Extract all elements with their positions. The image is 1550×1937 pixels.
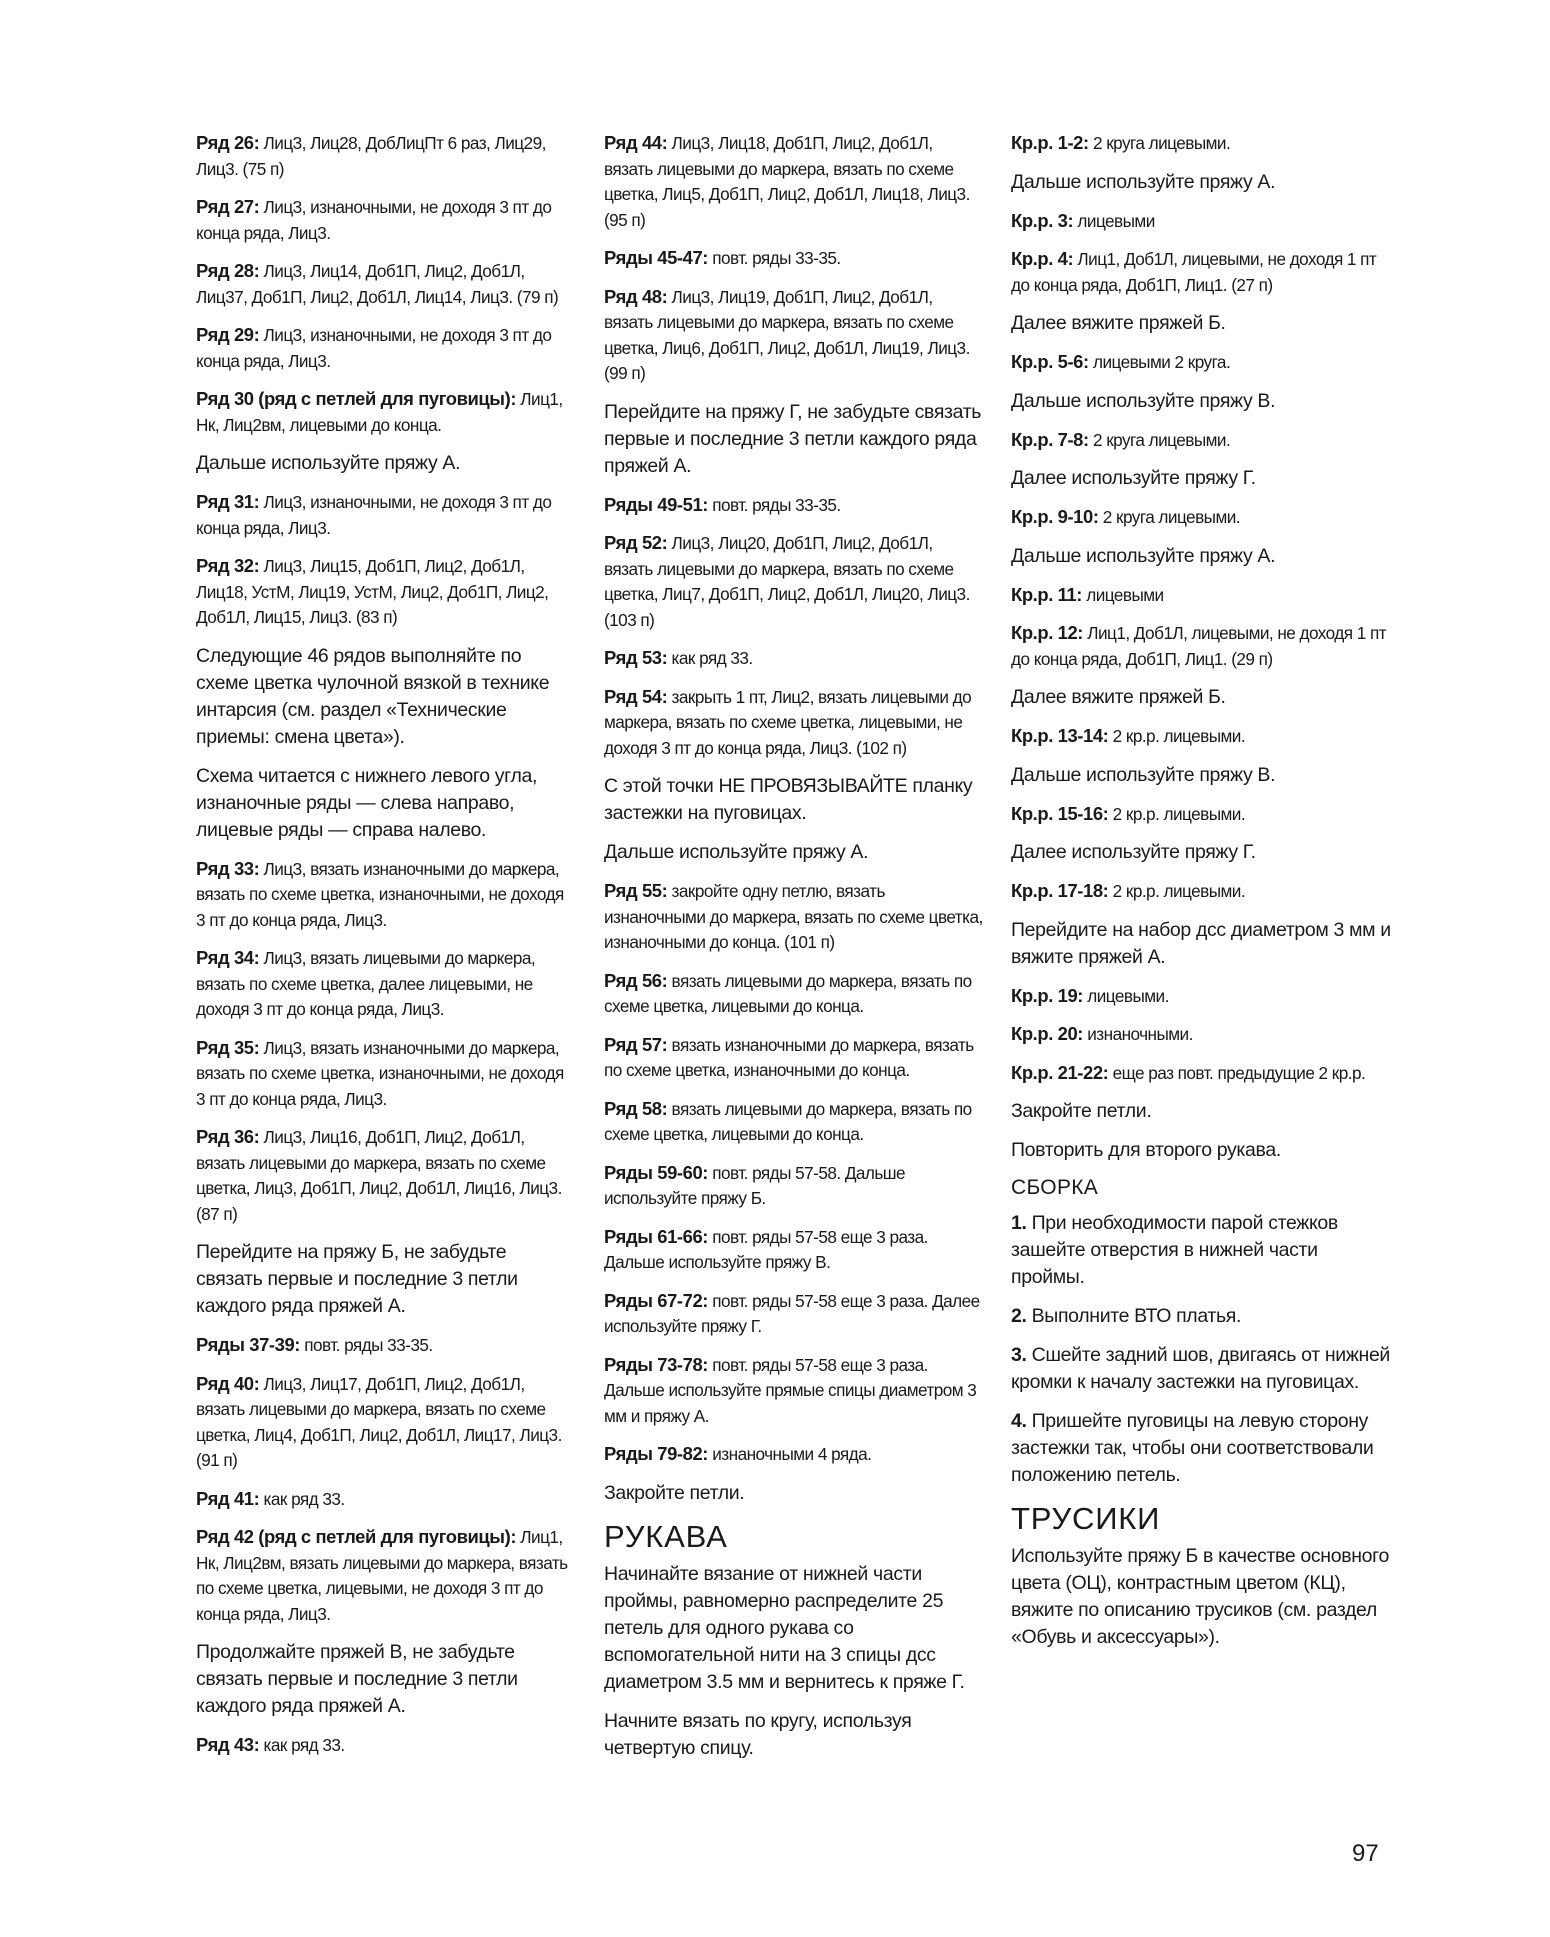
instruction-row <box>604 284 984 387</box>
row-label: Ряды 67-72: <box>604 1289 709 1311</box>
row-label: Ряд 32: <box>196 555 260 576</box>
text-paragraph <box>196 1239 568 1320</box>
row-text: Далее вяжите пряжей Б. <box>1011 312 1226 334</box>
row-label: Кр.р. 11: <box>1011 583 1082 605</box>
text-paragraph <box>604 1708 984 1762</box>
instruction-row <box>196 194 568 246</box>
row-text: Продолжайте пряжей В, не забудьте связать первые и последние 3 петли каждого ряда пряжей А. <box>196 1641 518 1717</box>
instruction-row <box>196 1035 568 1113</box>
row-text: Лиц3, вязать изнаночными до маркера, вязать по схеме цветка, изнаночными, не доходя 3 пт до конца ряда, Лиц3. <box>196 1037 564 1109</box>
text-paragraph <box>196 450 568 477</box>
instruction-row <box>604 1096 984 1148</box>
row-label: Кр.р. 15-16: <box>1011 802 1109 824</box>
instruction-row <box>604 1224 984 1276</box>
row-label: Кр.р. 17-18: <box>1011 880 1109 901</box>
row-label: Ряд 43: <box>196 1734 260 1755</box>
row-text: 2 круга лицевыми. <box>1088 133 1231 153</box>
text-paragraph <box>1011 762 1391 789</box>
row-text: Лиц3, вязать изнаночными до маркера, вязать по схеме цветка, изнаночными, не доходя 3 пт до конца ряда, Лиц3. <box>196 858 564 930</box>
row-text: Пришейте пуговицы на левую сторону застежки так, чтобы они соответствовали положению петель. <box>1011 1410 1374 1486</box>
row-text: Схема читается с нижнего левого угла, изнаночные ряды — слева направо, лицевые ряды — справа налево. <box>196 764 538 841</box>
row-label: Кр.р. 13-14: <box>1011 725 1109 746</box>
instruction-row <box>196 553 568 631</box>
instruction-row <box>604 130 984 233</box>
row-text: Перейдите на пряжу Б, не забудьте связать первые и последние 3 петли каждого ряда пряжей А. <box>196 1241 518 1317</box>
row-label: Ряд 35: <box>196 1036 260 1058</box>
row-text: Дальше используйте пряжу В. <box>1011 389 1276 412</box>
instruction-row <box>604 878 984 956</box>
row-text: Лиц1, Доб1Л, лицевыми, не доходя 1 пт до конца ряда, Доб1П, Лиц1. (29 п) <box>1011 623 1387 669</box>
row-text: Лиц3, Лиц17, Доб1П, Лиц2, Доб1Л, вязать лицевыми до маркера, вязать по схеме цветка, Лиц4, Доб1П, Лиц2, Доб1Л, Лиц17, Лиц3. (91 п) <box>196 1373 562 1470</box>
row-text: лицевыми <box>1073 210 1155 231</box>
row-text: вязать изнаночными до маркера, вязать по схеме цветка, изнаночными до конца. <box>604 1034 974 1080</box>
row-text: еще раз повт. предыдущие 2 кр.р. <box>1108 1062 1366 1083</box>
instruction-row <box>1011 878 1391 905</box>
row-label: Кр.р. 20: <box>1011 1023 1084 1044</box>
row-label: Ряд 31: <box>196 491 260 512</box>
instruction-row <box>604 492 984 519</box>
instruction-row <box>1011 723 1391 750</box>
instruction-row <box>604 1160 984 1212</box>
row-text: Лиц3, Лиц28, ДобЛицПт 6 раз, Лиц29, Лиц3. (75 п) <box>196 133 546 179</box>
instruction-row <box>604 1352 984 1430</box>
row-label: 4. <box>1011 1410 1027 1432</box>
text-paragraph <box>604 1480 984 1507</box>
row-text: Закройте петли. <box>604 1481 745 1504</box>
row-label: Ряд 27: <box>196 196 260 217</box>
row-label: Ряды 79-82: <box>604 1443 709 1464</box>
instruction-row <box>604 1288 984 1340</box>
row-label: Ряд 33: <box>196 857 260 879</box>
row-text: Лиц3, изнаночными, не доходя 3 пт до конца ряда, Лиц3. <box>196 492 552 538</box>
row-label: Кр.р. 7-8: <box>1011 428 1089 450</box>
row-label: 2. <box>1011 1305 1027 1327</box>
row-text: как ряд 33. <box>259 1488 345 1509</box>
row-text: повт. ряды 33-35. <box>300 1335 433 1355</box>
row-text: ТРУСИКИ <box>1011 1501 1161 1536</box>
instruction-row <box>196 1124 568 1227</box>
row-text: Лиц1, Доб1Л, лицевыми, не доходя 1 пт до конца ряда, Доб1П, Лиц1. (27 п) <box>1011 249 1377 295</box>
instruction-row <box>196 856 568 934</box>
row-text: Перейдите на пряжу Г, не забудьте связать первые и последние 3 петли каждого ряда пряжей А. <box>604 400 982 477</box>
text-paragraph <box>196 763 568 844</box>
row-text: повт. ряды 57-58 еще 3 раза. Дальше используйте прямые спицы диаметром 3 мм и пряжу А. <box>604 1354 977 1426</box>
text-paragraph <box>604 399 984 480</box>
row-text: Лиц3, Лиц15, Доб1П, Лиц2, Доб1Л, Лиц18, УстМ, Лиц19, УстМ, Лиц2, Доб1П, Лиц2, Доб1Л, Лиц15, Лиц3. (83 п) <box>196 556 549 627</box>
text-paragraph <box>1011 917 1391 971</box>
row-text: Используйте пряжу Б в качестве основного цвета (ОЦ), контрастным цветом (КЦ), вяжите по описанию трусиков (см. раздел «Обувь и аксессуары»). <box>1011 1545 1389 1648</box>
instruction-row <box>1011 130 1391 157</box>
row-label: Ряд 52: <box>604 532 668 553</box>
row-text: закрыть 1 пт, Лиц2, вязать лицевыми до маркера, вязать по схеме цветка, лицевыми, не доходя 3 пт до конца ряда, Лиц3. (102 п) <box>604 686 972 758</box>
row-label: Ряды 61-66: <box>604 1225 709 1247</box>
instruction-row <box>1011 427 1391 454</box>
row-text: Далее вяжите пряжей Б. <box>1011 686 1226 708</box>
text-paragraph <box>1011 543 1391 570</box>
row-text: Лиц3, Лиц20, Доб1П, Лиц2, Доб1Л, вязать лицевыми до маркера, вязать по схеме цветка, Лиц7, Доб1П, Лиц2, Доб1Л, Лиц20, Лиц3. (103 п) <box>604 533 970 630</box>
row-text: как ряд 33. <box>667 648 753 668</box>
row-label: Ряд 40: <box>196 1372 260 1394</box>
row-text: 2 кр.р. лицевыми. <box>1108 803 1246 824</box>
row-text: как ряд 33. <box>259 1735 345 1755</box>
instruction-row <box>196 1371 568 1474</box>
row-text: Перейдите на набор дсс диаметром 3 мм и вяжите пряжей А. <box>1011 918 1391 968</box>
row-label: Кр.р. 12: <box>1011 622 1084 643</box>
instruction-row <box>196 489 568 541</box>
row-label: Ряд 48: <box>604 285 668 307</box>
row-text: лицевыми 2 круга. <box>1088 352 1231 372</box>
row-label: Ряд 29: <box>196 324 260 345</box>
instruction-row <box>196 1732 568 1759</box>
row-text: лицевыми <box>1082 584 1164 605</box>
instruction-row <box>604 1032 984 1084</box>
row-text: Лиц1, Нк, Лиц2вм, лицевыми до конца. <box>196 389 563 435</box>
instruction-row <box>1011 208 1391 235</box>
row-text: изнаночными. <box>1083 1024 1193 1044</box>
row-text: 2 круга лицевыми. <box>1098 507 1240 527</box>
instruction-row <box>1011 620 1391 672</box>
row-text: Закройте петли. <box>1011 1100 1152 1122</box>
text-paragraph <box>1011 310 1391 337</box>
row-label: Ряд 36: <box>196 1126 260 1147</box>
row-label: Ряд 26: <box>196 132 260 153</box>
row-text: Лиц3, Лиц16, Доб1П, Лиц2, Доб1Л, вязать лицевыми до маркера, вязать по схеме цветка, Лиц3, Доб1П, Лиц2, Доб1Л, Лиц16, Лиц3. (87 п) <box>196 1127 562 1224</box>
row-label: Кр.р. 5-6: <box>1011 351 1089 372</box>
instruction-row <box>196 945 568 1023</box>
row-text: повт. ряды 57-58 еще 3 раза. Далее используйте пряжу Г. <box>604 1290 980 1336</box>
row-label: Ряд 44: <box>604 132 668 153</box>
column-3 <box>1011 130 1391 1663</box>
instruction-row <box>1011 582 1391 609</box>
row-text: Лиц3, изнаночными, не доходя 3 пт до конца ряда, Лиц3. <box>196 197 552 243</box>
row-label: Ряд 34: <box>196 947 260 968</box>
row-text: При необходимости парой стежков зашейте отверстия в нижней части проймы. <box>1011 1212 1338 1288</box>
instruction-row <box>604 645 984 672</box>
row-label: 1. <box>1011 1212 1027 1234</box>
instruction-row <box>196 130 568 182</box>
row-label: Ряд 58: <box>604 1097 668 1119</box>
row-text: вязать лицевыми до маркера, вязать по схеме цветка, лицевыми до конца. <box>604 1098 972 1144</box>
section-heading <box>604 1519 984 1555</box>
row-text: повт. ряды 57-58. Дальше используйте пряжу Б. <box>604 1162 906 1208</box>
instruction-row <box>604 684 984 762</box>
row-text: повт. ряды 57-58 еще 3 раза. Дальше используйте пряжу В. <box>604 1226 928 1272</box>
instruction-row <box>1011 801 1391 828</box>
row-text: Лиц3, вязать лицевыми до маркера, вязать по схеме цветка, далее лицевыми, не доходя 3 пт до конца ряда, Лиц3. <box>196 948 536 1019</box>
text-paragraph <box>1011 465 1391 492</box>
row-text: Дальше используйте пряжу А. <box>196 452 461 474</box>
text-paragraph <box>196 643 568 751</box>
row-label: Ряд 54: <box>604 685 668 707</box>
instruction-row <box>604 968 984 1020</box>
row-label: Кр.р. 1-2: <box>1011 132 1089 153</box>
instruction-row <box>196 1332 568 1359</box>
row-text: повт. ряды 33-35. <box>708 494 841 515</box>
instruction-row <box>1011 246 1391 298</box>
page-number: 97 <box>1352 1840 1379 1867</box>
row-label: Кр.р. 19: <box>1011 984 1084 1006</box>
row-label: Кр.р. 21-22: <box>1011 1061 1109 1083</box>
row-label: Ряд 30 (ряд с петлей для пуговицы): <box>196 388 517 409</box>
row-text: 2 кр.р. лицевыми. <box>1108 881 1246 901</box>
instruction-row <box>604 530 984 633</box>
text-paragraph <box>1011 1098 1391 1125</box>
row-label: 3. <box>1011 1344 1027 1366</box>
row-text: изнаночными 4 ряда. <box>708 1444 872 1464</box>
text-paragraph <box>1011 684 1391 711</box>
text-paragraph <box>604 773 984 827</box>
row-text: Дальше используйте пряжу А. <box>604 841 869 863</box>
row-text: Дальше используйте пряжу А. <box>1011 544 1276 567</box>
row-label: Ряд 41: <box>196 1487 260 1509</box>
row-label: Ряд 53: <box>604 647 668 668</box>
text-paragraph <box>604 839 984 866</box>
row-label: Ряды 45-47: <box>604 247 709 268</box>
text-paragraph <box>1011 169 1391 196</box>
row-text: закройте одну петлю, вязать изнаночными до маркера, вязать по схеме цветка, изнаночными до конца. (101 п) <box>604 881 983 952</box>
row-text: Следующие 46 рядов выполняйте по схеме цветка чулочной вязкой в технике интарсия (см. раздел «Технические приемы: смена цвета»). <box>196 644 550 748</box>
subsection-heading <box>1011 1176 1391 1200</box>
text-paragraph <box>1011 1137 1391 1164</box>
instruction-row <box>1011 349 1391 376</box>
row-label: Кр.р. 9-10: <box>1011 506 1099 527</box>
instruction-row <box>604 1441 984 1468</box>
text-paragraph <box>1011 1342 1391 1396</box>
row-label: Ряд 56: <box>604 969 668 991</box>
row-label: Ряды 59-60: <box>604 1161 709 1183</box>
row-text: Лиц3, изнаночными, не доходя 3 пт до конца ряда, Лиц3. <box>196 325 552 371</box>
row-label: Ряды 49-51: <box>604 493 709 515</box>
instruction-row <box>196 322 568 374</box>
row-label: Ряд 28: <box>196 260 260 281</box>
column-1 <box>196 130 568 1771</box>
row-text: Лиц3, Лиц14, Доб1П, Лиц2, Доб1Л, Лиц37, Доб1П, Лиц2, Доб1Л, Лиц14, Лиц3. (79 п) <box>196 261 559 307</box>
row-label: Ряды 73-78: <box>604 1353 709 1375</box>
row-label: Ряд 57: <box>604 1033 668 1055</box>
instruction-row <box>1011 983 1391 1010</box>
column-2 <box>604 130 984 1774</box>
instruction-row <box>196 1524 568 1627</box>
text-paragraph <box>1011 1303 1391 1330</box>
row-text: Далее используйте пряжу Г. <box>1011 467 1256 489</box>
row-text: Дальше используйте пряжу В. <box>1011 763 1276 786</box>
instruction-row <box>604 245 984 272</box>
row-text: лицевыми. <box>1083 985 1169 1006</box>
row-text: Сшейте задний шов, двигаясь от нижней кромки к началу застежки на пуговицах. <box>1011 1344 1390 1393</box>
row-text: повт. ряды 33-35. <box>708 248 841 268</box>
row-text: 2 круга лицевыми. <box>1088 429 1231 450</box>
text-paragraph <box>1011 388 1391 415</box>
instruction-row <box>196 258 568 310</box>
instruction-row <box>196 386 568 438</box>
row-label: Ряд 55: <box>604 880 668 901</box>
row-text: Выполните ВТО платья. <box>1026 1305 1242 1327</box>
row-text: РУКАВА <box>604 1518 728 1554</box>
row-text: Дальше используйте пряжу А. <box>1011 170 1276 193</box>
row-text: С этой точки НЕ ПРОВЯЗЫВАЙТЕ планку застежки на пуговицах. <box>604 775 973 824</box>
text-paragraph <box>1011 1543 1391 1651</box>
row-text: Повторить для второго рукава. <box>1011 1139 1281 1161</box>
row-label: Ряды 37-39: <box>196 1334 301 1355</box>
text-paragraph <box>196 1639 568 1720</box>
text-paragraph <box>604 1561 984 1696</box>
row-text: Начинайте вязание от нижней части проймы, равномерно распределите 25 петель для одного рукава со вспомогательной нити на 3 спицы дсс диаметром 3.5 мм и вернитесь к пряже Г. <box>604 1562 965 1693</box>
row-text: Лиц1, Нк, Лиц2вм, вязать лицевыми до маркера, вязать по схеме цветка, лицевыми, не доходя 3 пт до конца ряда, Лиц3. <box>196 1527 568 1624</box>
section-heading <box>1011 1501 1391 1537</box>
row-label: Кр.р. 4: <box>1011 248 1074 269</box>
text-paragraph <box>1011 1210 1391 1291</box>
instruction-row <box>196 1486 568 1513</box>
row-label: Ряд 42 (ряд с петлей для пуговицы): <box>196 1526 517 1547</box>
instruction-row <box>1011 1060 1391 1087</box>
row-text: 2 кр.р. лицевыми. <box>1108 726 1246 746</box>
row-text: Начните вязать по кругу, используя четвертую спицу. <box>604 1709 912 1759</box>
text-paragraph <box>1011 1408 1391 1489</box>
instruction-row <box>1011 1021 1391 1048</box>
row-text: Лиц3, Лиц18, Доб1П, Лиц2, Доб1Л, вязать лицевыми до маркера, вязать по схеме цветка, Лиц5, Доб1П, Лиц2, Доб1Л, Лиц18, Лиц3. (95 п) <box>604 133 970 230</box>
row-label: Кр.р. 3: <box>1011 209 1074 231</box>
instruction-row <box>1011 504 1391 531</box>
row-text: СБОРКА <box>1011 1176 1099 1199</box>
row-text: вязать лицевыми до маркера, вязать по схеме цветка, лицевыми до конца. <box>604 970 972 1016</box>
row-text: Далее используйте пряжу Г. <box>1011 841 1256 863</box>
text-paragraph <box>1011 839 1391 866</box>
row-text: Лиц3, Лиц19, Доб1П, Лиц2, Доб1Л, вязать лицевыми до маркера, вязать по схеме цветка, Лиц6, Доб1П, Лиц2, Доб1Л, Лиц19, Лиц3. (99 п) <box>604 286 970 383</box>
